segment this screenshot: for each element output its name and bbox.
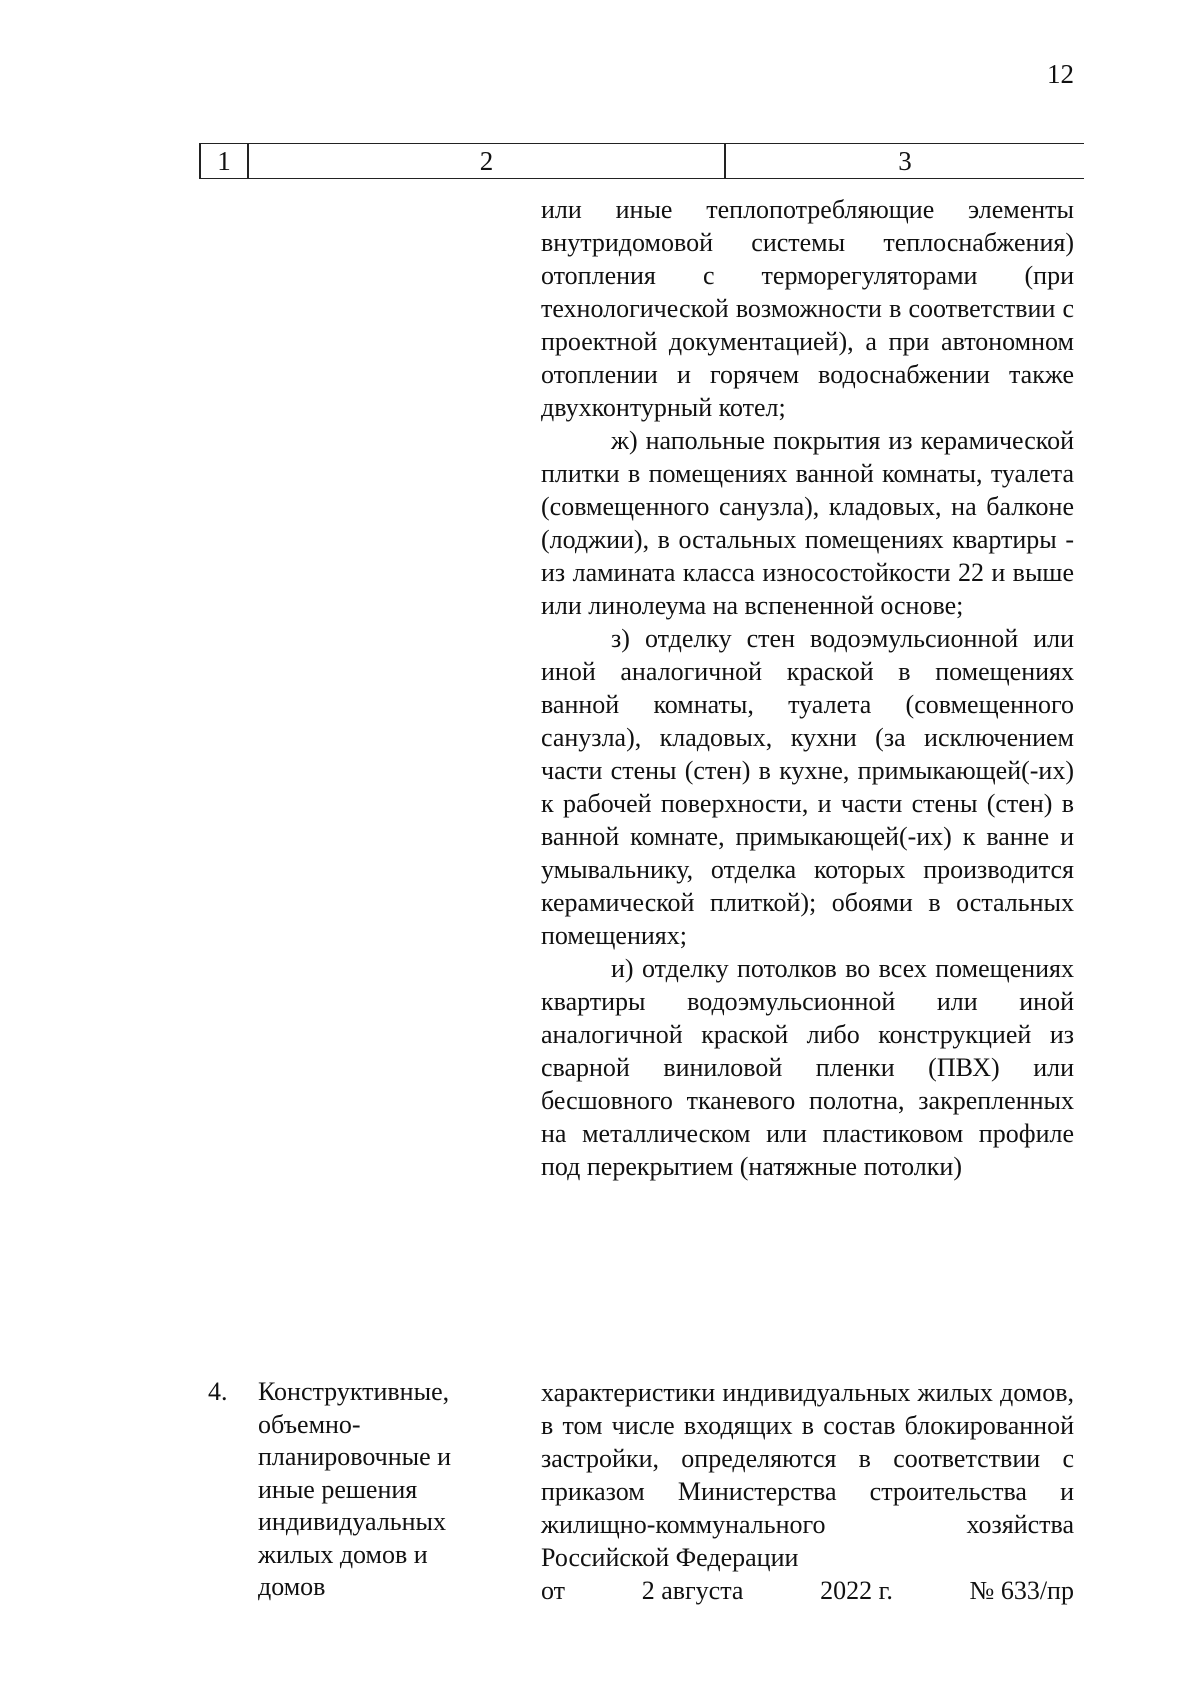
last-line-word: 2 августа xyxy=(641,1576,744,1605)
row-4-description xyxy=(541,1376,1074,1607)
paragraph-heating: или иные теплопотребляющие элементы внутридомовой системы теплоснабжения) отопления с терморегуляторами (при технологической возможности в соответствии с проектной документацией), а при автономном отоплении и горячем водоснабжении также двухконтурный котел; xyxy=(541,195,1074,422)
page-number: 12 xyxy=(1047,59,1074,89)
row-4-number: 4. xyxy=(208,1377,228,1406)
row3-continuation-text xyxy=(541,193,1074,1183)
last-line-word: от xyxy=(541,1576,566,1605)
row-4-description-last-line xyxy=(541,1574,1074,1607)
row-4-name: Конструктивные, объемно- планировочные и иные решения индивидуальных жилых домов и домов xyxy=(258,1377,452,1601)
last-line-word: 2022 г. xyxy=(820,1576,893,1605)
paragraph-floor-coverings: ж) напольные покрытия из керамической плитки в помещениях ванной комнаты, туалета (совмещенного санузла), кладовых, на балконе (лоджии), в остальных помещениях квартиры - из ламината класса износостойкости 22 и выше или линолеума на вспененной основе; xyxy=(541,426,1074,620)
header-col-3: 3 xyxy=(898,146,912,176)
table-header xyxy=(199,143,1084,179)
header-col-2: 2 xyxy=(479,146,494,176)
last-line-word: № 633/пр xyxy=(969,1576,1074,1605)
paragraph-wall-finishing: з) отделку стен водоэмульсионной или иной аналогичной краской в помещениях ванной комнаты, туалета (совмещенного санузла), кладовых, кухни (за исключением части стены (стен) в кухне, примыкающей(-их) к рабочей поверхности, и части стены (стен) в ванной комнате, примыкающей(-их) к ванне и умывальнику, отделка которых производится керамической плиткой); обоями в остальных помещениях; xyxy=(541,624,1074,950)
paragraph-ceiling-finishing: и) отделку потолков во всех помещениях квартиры водоэмульсионной или иной аналогичной краской либо конструкцией из сварной виниловой пленки (ПВХ) или бесшовного тканевого полотна, закрепленных на металлическом или пластиковом профиле под перекрытием (натяжные потолки) xyxy=(541,954,1074,1181)
header-col-1: 1 xyxy=(217,146,231,176)
row-4-description-text: характеристики индивидуальных жилых домов, в том числе входящих в состав блокированной застройки, определяются в соответствии с приказом Министерства строительства и жилищно-коммунального хозяйства Российской Федерации xyxy=(541,1378,1074,1572)
